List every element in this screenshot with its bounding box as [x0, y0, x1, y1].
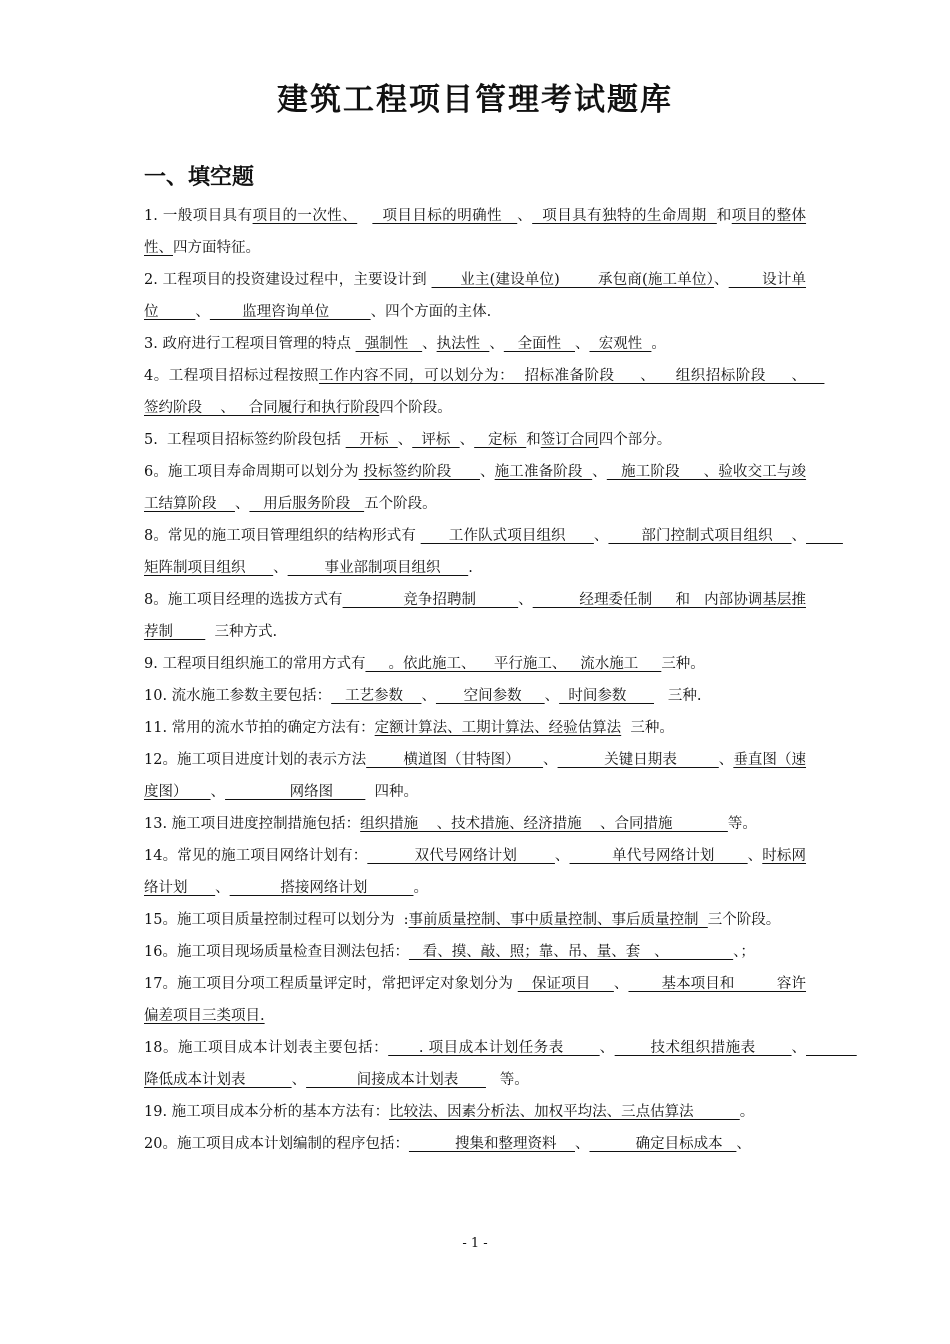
- question-item: [144, 808, 806, 840]
- question-text: .: [468, 560, 473, 576]
- question-text: 等。: [727, 816, 757, 832]
- answer-blank: 空间参数: [435, 688, 545, 704]
- question-text: 、: [574, 1136, 590, 1152]
- answer-blank: 矩阵制项目组织: [144, 528, 843, 576]
- question-text: 14。常见的施工项目网络计划有：: [144, 848, 368, 864]
- answer-blank: . 项目成本计划任务表: [388, 1040, 600, 1056]
- question-item: [144, 1096, 806, 1128]
- question-text: 、: [714, 272, 729, 288]
- question-text: 、: [517, 208, 533, 224]
- answer-blank: 降低成本计划表: [144, 1040, 857, 1088]
- question-text: 。: [651, 336, 666, 352]
- question-text: 、: [210, 784, 226, 800]
- question-text: 、: [422, 336, 437, 352]
- question-text: 17。施工项目分项工程质量评定时，常把评定对象划分为: [144, 976, 518, 992]
- question-text: 三种方式.: [205, 624, 278, 640]
- question-text: 三种。: [621, 720, 674, 736]
- question-text: 、: [421, 688, 436, 704]
- question-item: [144, 1128, 806, 1160]
- question-text: 20。施工项目成本计划编制的程序包括：: [144, 1136, 409, 1152]
- answer-blank: 项目目标的明确性: [372, 208, 518, 224]
- question-text: 18。施工项目成本计划表主要包括：: [144, 1040, 389, 1056]
- question-text: 、: [459, 432, 475, 448]
- question-text: 4。工程项目招标过程按照: [144, 368, 319, 384]
- answer-blank: 时间参数: [559, 688, 655, 704]
- question-text: 8。施工项目经理的选拔方式有: [144, 592, 343, 608]
- question-text: 三种.: [654, 688, 702, 704]
- question-text: 、: [543, 752, 558, 768]
- question-item: [144, 712, 806, 744]
- question-text: 、: [736, 1136, 751, 1152]
- answer-blank: 项目的整体性、: [144, 208, 807, 256]
- document-title: 建筑工程项目管理考试题库: [277, 82, 673, 118]
- answer-blank: 比较法、因素分析法、加权平均法、三点估算法: [389, 1104, 740, 1120]
- answer-blank: 单代号网络计划: [569, 848, 748, 864]
- question-text: 3. 政府进行工程项目管理的特点: [144, 336, 356, 352]
- question-text: 、四个方面的主体.: [370, 304, 492, 320]
- question-text: 。: [413, 880, 428, 896]
- answer-blank: 执法性: [436, 336, 490, 352]
- answer-blank: 基本项目和 容许偏差项目三类项目.: [144, 976, 807, 1024]
- answer-blank: 工作内容不同，可以划分为： 招标准备阶段 、 组织招标阶段 、 签约阶段 、 合同履行和执行阶段: [144, 368, 825, 416]
- section-heading: 一、填空题: [144, 165, 255, 190]
- answer-blank: 定额计算法、工期计算法、经验估算法: [374, 720, 622, 736]
- question-text: 、: [574, 336, 590, 352]
- question-text: 19. 施工项目成本分析的基本方法有：: [144, 1104, 390, 1120]
- answer-blank: 开标: [345, 432, 398, 448]
- question-item: [144, 520, 843, 584]
- question-text: 四个阶段。: [379, 400, 452, 416]
- answer-blank: 间接成本计划表: [306, 1072, 486, 1088]
- question-text: [357, 208, 372, 224]
- answer-blank: 项目具有独特的生命周期: [532, 208, 717, 224]
- answer-blank: 技术组织措施表: [614, 1040, 792, 1056]
- question-text: 、: [718, 752, 734, 768]
- answer-blank: 宏观性: [589, 336, 652, 352]
- question-text: 16。施工项目现场质量检查目测法包括：: [144, 944, 409, 960]
- question-text: 和: [716, 208, 732, 224]
- answer-blank: 全面性: [503, 336, 575, 352]
- answer-blank: 保证项目: [517, 976, 614, 992]
- answer-blank: 评标: [412, 432, 460, 448]
- answer-blank: 项目的一次性、: [252, 208, 358, 224]
- answer-blank: 签订合同: [540, 432, 599, 448]
- question-text: 5. 工程项目招标签约阶段包括: [144, 432, 346, 448]
- answer-blank: 网络图: [225, 784, 366, 800]
- question-text: 三种。: [661, 656, 705, 672]
- question-item: [144, 968, 806, 1032]
- question-item: [144, 936, 806, 968]
- answer-blank: 看、摸、敲、照；靠、吊、量、套 、: [408, 944, 734, 960]
- answer-blank: 施工阶段 、验收交工与竣工结算阶段: [144, 464, 807, 512]
- question-item: [144, 424, 806, 456]
- question-text: 8。常见的施工项目管理组织的结构形式有: [144, 528, 421, 544]
- answer-blank: 搭接网络计划: [229, 880, 414, 896]
- page-number: - 1 -: [462, 1236, 488, 1251]
- question-text: 2. 工程项目的投资建设过程中，主要设计到: [144, 272, 432, 288]
- question-text: 11. 常用的流水节拍的确定方法有：: [144, 720, 375, 736]
- answer-blank: 事业部制项目组织: [287, 560, 469, 576]
- answer-blank: 经理委任制 和 内部协调基层推荐制: [144, 592, 806, 640]
- answer-blank: 双代号网络计划: [367, 848, 555, 864]
- question-text: 10. 流水施工参数主要包括：: [144, 688, 332, 704]
- question-item: [144, 200, 806, 264]
- question-text: 五个阶段。: [364, 496, 437, 512]
- question-item: [144, 264, 806, 328]
- answer-blank: 垂直图（速度图）: [144, 752, 807, 800]
- question-text: 、；: [733, 944, 755, 960]
- question-text: 、: [273, 560, 288, 576]
- question-text: 、: [397, 432, 413, 448]
- question-text: 、: [489, 336, 504, 352]
- question-text: 、: [613, 976, 629, 992]
- question-item: [144, 840, 806, 904]
- question-text: 、: [234, 496, 250, 512]
- question-text: 、: [599, 1040, 615, 1056]
- answer-blank: 竞争招聘制: [342, 592, 519, 608]
- question-text: 9. 工程项目组织施工的常用方式有: [144, 656, 366, 672]
- question-item: [144, 328, 806, 360]
- answer-blank: 业主(建设单位) 承包商(施工单位）: [431, 272, 714, 288]
- question-item: [144, 904, 806, 936]
- answer-blank: 强制性: [355, 336, 423, 352]
- answer-blank: 定标: [474, 432, 527, 448]
- question-text: 、: [518, 592, 533, 608]
- answer-blank: 确定目标成本: [589, 1136, 737, 1152]
- question-text: 、: [479, 464, 495, 480]
- question-text: 、: [791, 1040, 807, 1056]
- question-text: 四方面特征。: [173, 240, 260, 256]
- question-text: 、: [747, 848, 763, 864]
- question-list: [144, 200, 857, 1160]
- question-text: 、: [544, 688, 560, 704]
- question-text: 、: [215, 880, 230, 896]
- question-item: [144, 360, 825, 424]
- question-text: 四种。: [365, 784, 419, 800]
- answer-blank: 设计单位: [144, 272, 807, 320]
- answer-blank: 施工准备阶段: [494, 464, 593, 480]
- answer-blank: 组织措施 、技术措施、经济措施 、合同措施: [360, 816, 728, 832]
- question-text: 15。施工项目质量控制过程可以划分为 :: [144, 912, 409, 928]
- answer-blank: 横道图（甘特图）: [366, 752, 544, 768]
- question-text: 6。施工项目寿命周期可以划分为: [144, 464, 359, 480]
- answer-blank: 投标签约阶段: [358, 464, 480, 480]
- question-text: 、: [554, 848, 570, 864]
- answer-blank: 时标网络计划: [144, 848, 807, 896]
- question-text: 和: [526, 432, 541, 448]
- question-text: 。: [739, 1104, 755, 1120]
- question-text: 三个阶段。: [707, 912, 781, 928]
- question-text: 、: [195, 304, 210, 320]
- question-text: 、: [791, 528, 807, 544]
- answer-blank: 用后服务阶段: [249, 496, 365, 512]
- question-item: [144, 584, 806, 648]
- answer-blank: 部门控制式项目组织: [608, 528, 792, 544]
- question-item: [144, 1032, 857, 1096]
- answer-blank: 搜集和整理资料: [408, 1136, 575, 1152]
- answer-blank: 事前质量控制、事中质量控制、事后质量控制: [408, 912, 708, 928]
- answer-blank: 。依此施工、 平行施工、 流水施工: [365, 656, 662, 672]
- question-text: 1. 一般项目具有: [144, 208, 253, 224]
- question-text: 12。施工项目进度计划的表示方法: [144, 752, 367, 768]
- answer-blank: 监理咨询单位: [209, 304, 371, 320]
- question-text: 、: [291, 1072, 307, 1088]
- question-text: 四个部分。: [598, 432, 672, 448]
- question-item: [144, 648, 806, 680]
- question-text: 、: [593, 528, 609, 544]
- question-item: [144, 456, 806, 520]
- answer-blank: 工艺参数: [331, 688, 422, 704]
- question-text: 、: [592, 464, 607, 480]
- question-text: 等。: [485, 1072, 529, 1088]
- question-item: [144, 680, 806, 712]
- answer-blank: 工作队式项目组织: [420, 528, 594, 544]
- question-text: 13. 施工项目进度控制措施包括：: [144, 816, 361, 832]
- answer-blank: 关键日期表: [557, 752, 719, 768]
- question-item: [144, 744, 806, 808]
